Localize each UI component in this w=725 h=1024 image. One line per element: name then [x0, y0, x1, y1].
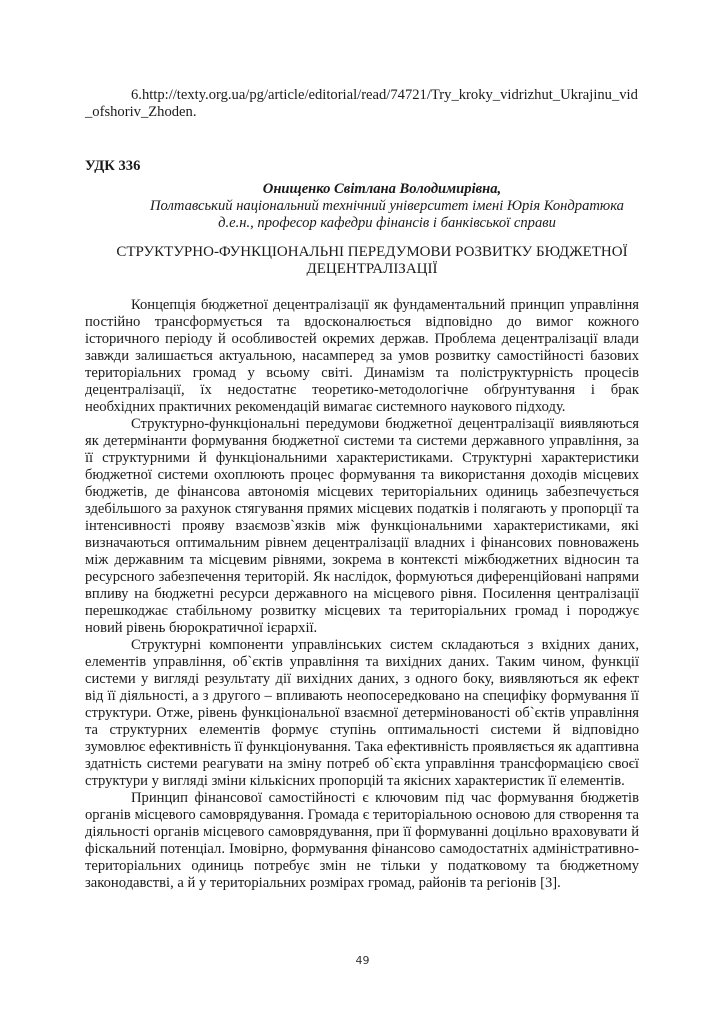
reference-text: 6.http://texty.org.ua/pg/article/editorial/read/74721/Try_kroky_vidrizhut_Ukrajinu_vid_ofshoriv_Zhoden. [85, 87, 638, 120]
reference-entry [85, 87, 639, 121]
udc-code: УДК 336 [85, 158, 141, 174]
author-block [85, 181, 639, 232]
title-line-2: ДЕЦЕНТРАЛІЗАЦІЇ [306, 261, 438, 277]
title-line-1: СТРУКТУРНО-ФУНКЦІОНАЛЬНІ ПЕРЕДУМОВИ РОЗВИТКУ БЮДЖЕТНОЇ [116, 244, 628, 260]
author-name: Онищенко Світлана Володимирівна, [262, 181, 502, 197]
author-degree: д.е.н., професор кафедри фінансів і банківської справи [218, 215, 556, 231]
paper-title [85, 244, 639, 278]
paragraph: Структурно-функціональні передумови бюджетної децентралізації виявляються як детермінанти формування бюджетної системи та системи державного управління, за її структурними й функціональними характеристиками. Структурні характеристики бюджетної системи охоплюють процес формування та використання доходів місцевих бюджетів, де фінансова автономія місцевих територіальних одиниць забезпечується здебільшого за рахунок стягування прямих місцевих податків і полягають у пропорції та інтенсивності прояву взаємозв`язків між функціональними характеристиками, які визначаються оптимальним рівнем децентралізації владних і фінансових повноважень між державним та місцевим рівнями, зокрема в контексті міжбюджетних відносин та ресурсного забезпечення територій. Як наслідок, формуються диференційовані напрями впливу на бюджетні ресурси державного на місцевого рівня. Посилення централізації перешкоджає стабільному розвитку місцевих та територіальних громад і породжує новий рівень бюрократичної ієрархії. [85, 416, 639, 636]
author-affiliation: Полтавський національний технічний університет імені Юрія Кондратюка [150, 198, 624, 214]
paragraph: Структурні компоненти управлінських систем складаються з вхідних даних, елементів управління, об`єктів управління та вихідних даних. Таким чином, функції системи у вигляді результату дії вихідних даних, з одного боку, виявляються як ефект від її діяльності, а з другого – впливають неопосередковано на специфіку формування її структури. Отже, рівень функціональної взаємної детермінованості об`єктів управління та структурних елементів формує ступінь оптимальності системи й відповідно зумовлює ефективність її функціонування. Така ефективність проявляється як адаптивна здатність системи реагувати на зміну потреб об`єкта управління трансформацією своєї структури у вигляді зміни кількісних пропорцій та якісних характеристик її елементів. [85, 637, 639, 789]
paragraph: Концепція бюджетної децентралізації як фундаментальний принцип управління постійно трансформується та вдосконалюється відповідно до вимог кожного історичного періоду й особливостей окремих держав. Проблема децентралізації влади завжди залишається актуальною, насамперед за умов розвитку самостійності базових територіальних громад у всьому світі. Динамізм та поліструктурність процесів децентралізації, їх недостатнє теоретико-методологічне обґрунтування і брак необхідних практичних рекомендацій вимагає системного наукового підходу. [85, 297, 639, 415]
page-number: 49 [355, 954, 370, 967]
body-text [85, 297, 639, 892]
paragraph: Принцип фінансової самостійності є ключовим під час формування бюджетів органів місцевого самоврядування. Громада є територіальною основою для створення та діяльності органів місцевого самоврядування, при її формуванні доцільно враховувати й фіскальний потенціал. Імовірно, формування фінансово самодостатніх адміністративно-територіальних одиниць потребує змін не тільки у податковому та бюджетному законодавстві, а й у територіальних розмірах громад, районів та регіонів [3]. [85, 790, 639, 891]
